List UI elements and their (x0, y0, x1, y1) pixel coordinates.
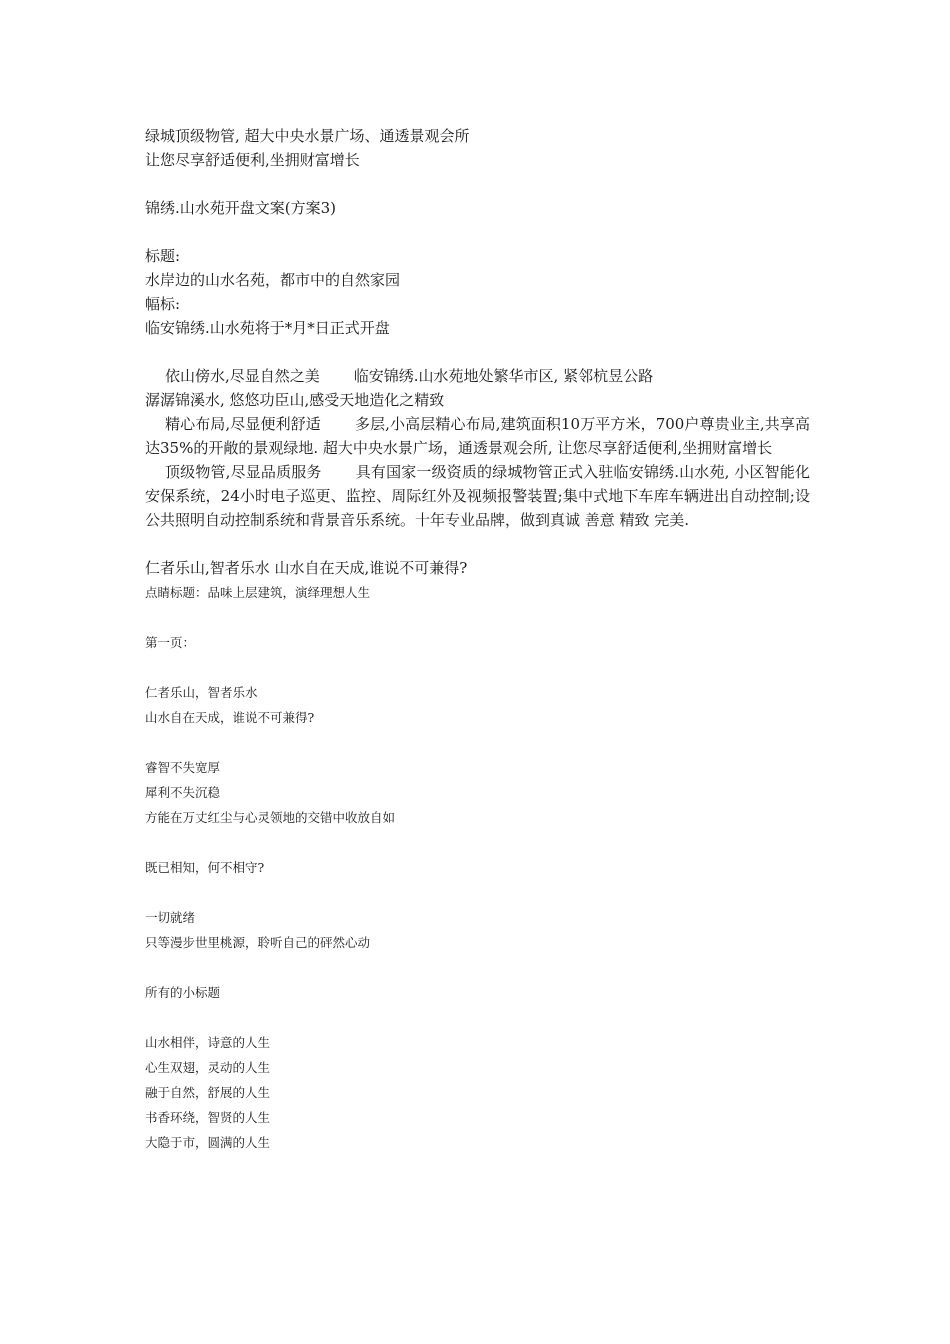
subtitles-label: 所有的小标题 (145, 985, 221, 1000)
section-paragraph (145, 460, 810, 532)
poem-line: 山水自在天成，谁说不可兼得? (145, 710, 315, 725)
section-body: 具有国家一级资质的绿城物管正式入驻临安锦绣.山水苑, 小区智能化安保系统，24小时电子巡更、监控、周际红外及视频报警装置;集中式地下车库车辆进出自动控制;设公共照明自动控制系统和背景音乐系统。十年专业品牌，做到真诚 善意 精致 完美. (145, 463, 810, 529)
poem-line: 睿智不失宽厚 (145, 760, 221, 775)
poem-line: 只等漫步世里桃源，聆听自己的砰然心动 (145, 935, 371, 950)
subtitle-item: 融于自然，舒展的人生 (145, 1085, 271, 1100)
poem-line: 既已相知，何不相守? (145, 860, 265, 875)
subtitle-item: 山水相伴，诗意的人生 (145, 1035, 271, 1050)
section-lead: 顶级物管,尽显品质服务 (165, 463, 322, 481)
banner-label: 幅标: (145, 295, 181, 313)
slogan: 仁者乐山,智者乐水 山水自在天成,谁说不可兼得? (145, 559, 468, 577)
banner: 临安锦绣.山水苑将于*月*日正式开盘 (145, 319, 390, 337)
intro-line: 让您尽享舒适便利,坐拥财富增长 (145, 151, 360, 169)
section-body: 多层,小高层精心布局,建筑面积10万平方米，700户尊贵业主,共享高达35%的开敞的景观绿地. 超大中央水景广场，通透景观会所, 让您尽享舒适便利,坐拥财富增长 (145, 415, 810, 457)
poem-line: 方能在万丈红尘与心灵领地的交错中收放自如 (145, 810, 396, 825)
poem-line: 一切就绪 (145, 910, 196, 925)
plan-title: 锦绣.山水苑开盘文案(方案3) (145, 199, 337, 217)
section-body: 临安锦绣.山水苑地处繁华市区, 紧邻杭昱公路 (353, 367, 654, 385)
poem-line: 犀利不失沉稳 (145, 785, 221, 800)
subtitle-item: 书香环绕，智贤的人生 (145, 1110, 271, 1125)
intro-line: 绿城顶级物管, 超大中央水景广场、通透景观会所 (145, 127, 470, 145)
section-paragraph (145, 364, 810, 388)
poem-line: 仁者乐山，智者乐水 (145, 685, 258, 700)
section-paragraph (145, 412, 810, 460)
section-lead: 精心布局,尽显便利舒适 (165, 415, 321, 433)
section-extra: 潺潺锦溪水, 悠悠功臣山,感受天地造化之精致 (145, 391, 445, 409)
document-page (145, 124, 810, 1155)
subtitle-item: 大隐于市，圆满的人生 (145, 1135, 271, 1150)
key-title: 点睛标题：品味上层建筑，演绎理想人生 (145, 585, 371, 600)
page-one-label: 第一页： (145, 635, 196, 650)
subtitle-item: 心生双翅，灵动的人生 (145, 1060, 271, 1075)
section-lead: 依山傍水,尽显自然之美 (165, 367, 320, 385)
headline: 水岸边的山水名苑，都市中的自然家园 (145, 271, 401, 289)
headline-label: 标题: (145, 247, 181, 265)
